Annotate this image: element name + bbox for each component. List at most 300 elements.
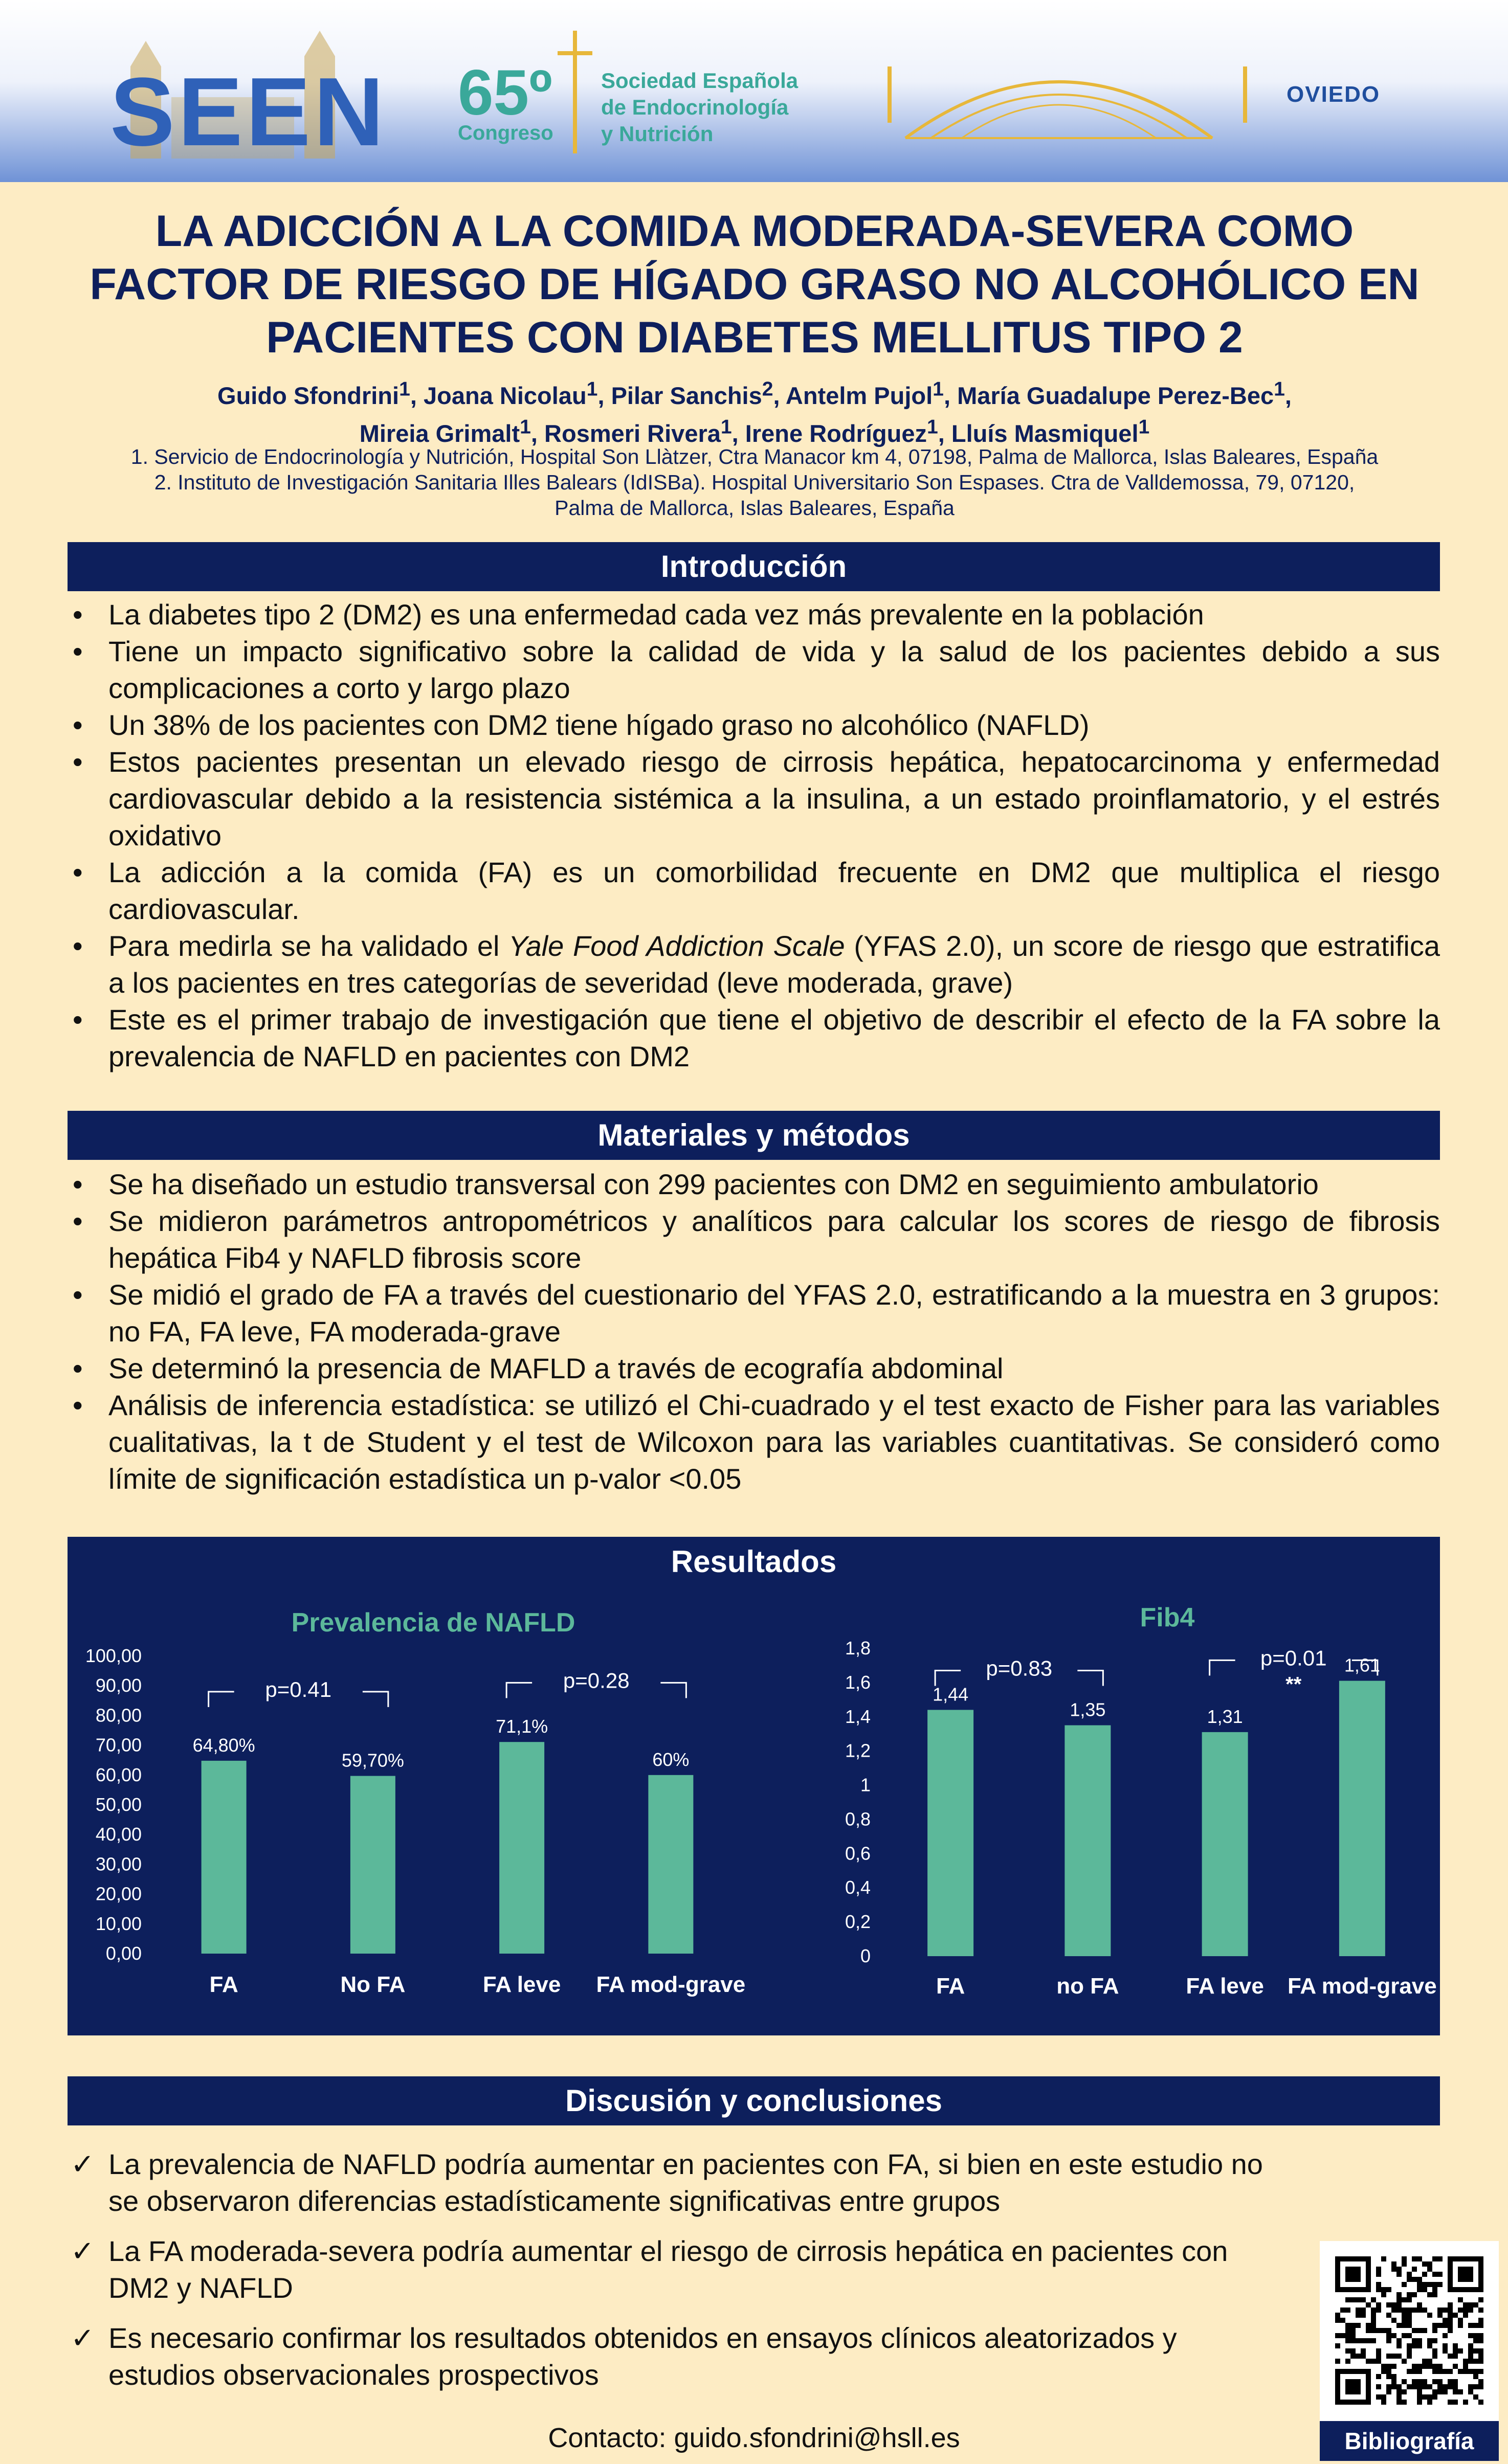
list-item: • La adicción a la comida (FA) es un comorbilidad frecuente en DM2 que multiplica el riesgo cardiovascular. bbox=[68, 854, 1440, 928]
qr-module bbox=[1381, 2364, 1386, 2369]
y-tick-label: 20,00 bbox=[95, 1883, 142, 1905]
congress-logo bbox=[458, 31, 816, 153]
qr-module bbox=[1417, 2256, 1422, 2261]
qr-module bbox=[1443, 2389, 1448, 2394]
qr-module bbox=[1463, 2308, 1468, 2313]
qr-module bbox=[1361, 2354, 1366, 2359]
qr-module bbox=[1386, 2313, 1391, 2318]
qr-module bbox=[1402, 2282, 1407, 2287]
qr-module bbox=[1396, 2394, 1402, 2400]
qr-module bbox=[1422, 2394, 1427, 2400]
qr-module bbox=[1427, 2364, 1432, 2369]
qr-module bbox=[1468, 2343, 1473, 2348]
y-tick-label: 0,6 bbox=[845, 1843, 871, 1864]
list-item: • Para medirla se ha validado el Yale Food Addiction Scale (YFAS 2.0), un score de riesgo que estratifica a los pacientes en tres categorías de severidad (leve moderada, grave) bbox=[68, 928, 1440, 1001]
qr-module bbox=[1427, 2400, 1432, 2405]
qr-module bbox=[1376, 2354, 1381, 2359]
y-tick-label: 1,6 bbox=[845, 1671, 871, 1693]
qr-module bbox=[1361, 2338, 1366, 2343]
bar bbox=[1202, 1732, 1248, 1956]
qr-module bbox=[1407, 2308, 1412, 2313]
qr-module bbox=[1473, 2302, 1478, 2308]
qr-module bbox=[1386, 2374, 1391, 2379]
bar-value-label: 1,44 bbox=[933, 1684, 969, 1705]
category-label: FA bbox=[936, 1974, 965, 1999]
qr-module bbox=[1437, 2379, 1443, 2384]
qr-module bbox=[1432, 2394, 1437, 2400]
qr-module bbox=[1453, 2400, 1458, 2405]
qr-module bbox=[1437, 2272, 1443, 2277]
qr-module bbox=[1417, 2364, 1422, 2369]
qr-module bbox=[1422, 2364, 1427, 2369]
qr-module bbox=[1468, 2302, 1473, 2308]
qr-module bbox=[1458, 2348, 1463, 2354]
qr-module bbox=[1448, 2313, 1453, 2318]
qr-module bbox=[1417, 2369, 1422, 2374]
qr-module bbox=[1335, 2343, 1340, 2348]
qr-module bbox=[1402, 2318, 1407, 2323]
qr-module bbox=[1376, 2384, 1381, 2389]
y-tick-label: 0 bbox=[860, 1945, 871, 1966]
qr-module bbox=[1335, 2359, 1340, 2364]
qr-module bbox=[1412, 2256, 1417, 2261]
header-banner bbox=[0, 0, 1508, 182]
qr-module bbox=[1361, 2313, 1366, 2318]
p-value-label: p=0.28 bbox=[563, 1668, 630, 1693]
qr-module bbox=[1417, 2328, 1422, 2333]
qr-module bbox=[1381, 2400, 1386, 2405]
qr-module bbox=[1432, 2323, 1437, 2328]
qr-module bbox=[1458, 2267, 1473, 2282]
contact-email[interactable]: Contacto: guido.sfondrini@hsll.es bbox=[548, 2423, 960, 2453]
qr-module bbox=[1356, 2313, 1361, 2318]
oviedo-arch-icon bbox=[900, 46, 1217, 143]
qr-module bbox=[1422, 2308, 1427, 2313]
y-tick-label: 80,00 bbox=[95, 1705, 142, 1726]
qr-module bbox=[1432, 2287, 1437, 2292]
qr-module bbox=[1381, 2292, 1386, 2297]
p-value-label: p=0.01 bbox=[1260, 1646, 1327, 1670]
y-tick-label: 1,2 bbox=[845, 1740, 871, 1761]
intro-heading: Introducción bbox=[68, 542, 1440, 591]
author: Joana Nicolau$^1$, bbox=[424, 378, 611, 409]
bar-value-label: 60% bbox=[652, 1749, 690, 1770]
poster-title: LA ADICCIÓN A LA COMIDA MODERADA-SEVERA COMO FACTOR DE RIESGO DE HÍGADO GRASO NO ALCOHÓLICO EN PACIENTES CON DIABETES MELLITUS TIPO 2 bbox=[90, 207, 1420, 362]
qr-module bbox=[1448, 2328, 1453, 2333]
qr-module bbox=[1422, 2282, 1427, 2287]
bar-value-label: 64,80% bbox=[192, 1734, 255, 1756]
qr-module bbox=[1427, 2384, 1432, 2389]
qr-module bbox=[1463, 2400, 1468, 2405]
qr-module bbox=[1391, 2333, 1396, 2338]
qr-module bbox=[1391, 2379, 1396, 2384]
qr-module bbox=[1371, 2328, 1376, 2333]
qr-module bbox=[1422, 2359, 1427, 2364]
qr-module bbox=[1407, 2343, 1412, 2348]
qr-module bbox=[1407, 2277, 1412, 2282]
qr-module bbox=[1345, 2379, 1361, 2394]
qr-module bbox=[1463, 2369, 1468, 2374]
qr-module bbox=[1417, 2282, 1422, 2287]
qr-module bbox=[1448, 2323, 1453, 2328]
qr-module bbox=[1443, 2343, 1448, 2348]
qr-module bbox=[1345, 2348, 1350, 2354]
qr-module bbox=[1350, 2297, 1356, 2302]
qr-module bbox=[1402, 2333, 1407, 2338]
qr-module bbox=[1458, 2389, 1463, 2394]
qr-module bbox=[1417, 2308, 1422, 2313]
city-label: OVIEDO bbox=[1287, 82, 1381, 107]
author: Antelm Pujol$^1$, bbox=[785, 378, 958, 409]
qr-module bbox=[1366, 2328, 1371, 2333]
qr-module bbox=[1376, 2328, 1381, 2333]
qr-module bbox=[1376, 2394, 1381, 2400]
qr-module bbox=[1361, 2308, 1366, 2313]
list-item: • Análisis de inferencia estadística: se utilizó el Chi-cuadrado y el test exacto de Fisher para las variables cualitativas, la t de Student y el test de Wilcoxon para las variables cuantitativas. Se consideró como límite de significación estadística un p-valor <0.05 bbox=[68, 1387, 1440, 1497]
bibliography-button[interactable]: Bibliografía bbox=[1320, 2421, 1499, 2461]
seen-logo-text: SEEN bbox=[110, 58, 387, 166]
qr-module bbox=[1386, 2287, 1391, 2292]
qr-module bbox=[1463, 2313, 1468, 2318]
list-item: ✓ La FA moderada-severa podría aumentar el riesgo de cirrosis hepática en pacientes con DM2 y NAFLD bbox=[68, 2233, 1290, 2306]
bar-value-label: 71,1% bbox=[496, 1716, 548, 1737]
qr-module bbox=[1386, 2389, 1391, 2394]
list-item: ✓ Es necesario confirmar los resultados obtenidos en ensayos clínicos aleatorizados y estudios observacionales prospectivos bbox=[68, 2320, 1290, 2393]
bar bbox=[350, 1776, 395, 1954]
qr-module bbox=[1412, 2292, 1417, 2297]
qr-module bbox=[1463, 2302, 1468, 2308]
qr-module bbox=[1468, 2348, 1473, 2354]
fib4-chart bbox=[748, 1537, 1440, 2035]
qr-module bbox=[1396, 2292, 1402, 2297]
qr-module bbox=[1422, 2379, 1427, 2384]
qr-module bbox=[1396, 2272, 1402, 2277]
qr-module bbox=[1448, 2384, 1453, 2389]
author: Pilar Sanchis$^2$, bbox=[611, 378, 786, 409]
methods-list bbox=[68, 1166, 1440, 1497]
qr-module bbox=[1391, 2302, 1396, 2308]
y-tick-label: 60,00 bbox=[95, 1764, 142, 1785]
logo-cross bbox=[558, 51, 592, 55]
qr-module bbox=[1371, 2323, 1376, 2328]
logo-divider bbox=[573, 31, 577, 153]
qr-module bbox=[1478, 2348, 1483, 2354]
p-value-label: p=0.41 bbox=[265, 1677, 332, 1701]
qr-module bbox=[1402, 2389, 1407, 2394]
qr-module bbox=[1391, 2384, 1396, 2389]
qr-module bbox=[1453, 2348, 1458, 2354]
qr-module bbox=[1376, 2287, 1381, 2292]
qr-module bbox=[1396, 2267, 1402, 2272]
list-item: • Se ha diseñado un estudio transversal con 299 pacientes con DM2 en seguimiento ambulatorio bbox=[68, 1166, 1440, 1203]
qr-module bbox=[1412, 2343, 1417, 2348]
qr-module bbox=[1386, 2328, 1391, 2333]
qr-module bbox=[1412, 2277, 1417, 2282]
category-label: No FA bbox=[340, 1972, 406, 1997]
qr-module bbox=[1432, 2379, 1437, 2384]
bar bbox=[1339, 1681, 1385, 1956]
qr-module bbox=[1458, 2318, 1463, 2323]
bar-value-label: 1,35 bbox=[1070, 1699, 1106, 1720]
qr-module bbox=[1422, 2272, 1427, 2277]
qr-module bbox=[1407, 2292, 1412, 2297]
qr-module bbox=[1432, 2282, 1437, 2287]
qr-module bbox=[1422, 2328, 1427, 2333]
qr-module bbox=[1473, 2384, 1478, 2389]
qr-module bbox=[1407, 2272, 1412, 2277]
qr-module bbox=[1391, 2318, 1396, 2323]
qr-module bbox=[1463, 2359, 1468, 2364]
p-value-label: p=0.83 bbox=[986, 1656, 1053, 1681]
qr-module bbox=[1412, 2364, 1417, 2369]
y-tick-label: 40,00 bbox=[95, 1824, 142, 1845]
qr-module bbox=[1407, 2369, 1412, 2374]
qr-module bbox=[1473, 2374, 1478, 2379]
qr-module bbox=[1381, 2394, 1386, 2400]
qr-module bbox=[1478, 2400, 1483, 2405]
qr-module bbox=[1345, 2267, 1361, 2282]
society-name: Sociedad Española de Endocrinología y Nutrición bbox=[601, 69, 799, 146]
qr-module bbox=[1427, 2359, 1432, 2364]
qr-module bbox=[1335, 2313, 1340, 2318]
qr-module bbox=[1350, 2354, 1356, 2359]
qr-module bbox=[1432, 2354, 1437, 2359]
qr-module bbox=[1478, 2379, 1483, 2384]
qr-module bbox=[1417, 2379, 1422, 2384]
qr-module bbox=[1376, 2374, 1381, 2379]
qr-module bbox=[1422, 2287, 1427, 2292]
qr-module bbox=[1386, 2338, 1391, 2343]
y-tick-label: 50,00 bbox=[95, 1794, 142, 1815]
qr-module bbox=[1448, 2354, 1453, 2359]
discussion-list bbox=[68, 2146, 1290, 2393]
qr-module bbox=[1453, 2384, 1458, 2389]
qr-module bbox=[1448, 2302, 1453, 2308]
qr-module bbox=[1448, 2379, 1453, 2384]
results-panel bbox=[68, 1537, 1440, 2035]
qr-module bbox=[1443, 2333, 1448, 2338]
qr-module bbox=[1345, 2323, 1350, 2328]
qr-module bbox=[1478, 2384, 1483, 2389]
qr-module bbox=[1453, 2354, 1458, 2359]
qr-module bbox=[1417, 2277, 1422, 2282]
qr-module bbox=[1468, 2354, 1473, 2359]
qr-module bbox=[1412, 2379, 1417, 2384]
qr-module bbox=[1371, 2338, 1376, 2343]
y-tick-label: 0,00 bbox=[105, 1943, 142, 1964]
bar bbox=[1065, 1726, 1111, 1957]
qr-module bbox=[1427, 2313, 1432, 2318]
qr-module bbox=[1458, 2297, 1463, 2302]
qr-module bbox=[1443, 2308, 1448, 2313]
discussion-heading: Discusión y conclusiones bbox=[68, 2076, 1440, 2125]
qr-module bbox=[1437, 2384, 1443, 2389]
list-item: • Se midió el grado de FA a través del cuestionario del YFAS 2.0, estratificando a la muestra en 3 grupos: no FA, FA leve, FA moderada-grave bbox=[68, 1276, 1440, 1350]
qr-module bbox=[1473, 2348, 1478, 2354]
qr-module bbox=[1432, 2389, 1437, 2394]
qr-module bbox=[1478, 2338, 1483, 2343]
qr-module bbox=[1386, 2354, 1391, 2359]
category-label: FA leve bbox=[482, 1972, 561, 1997]
qr-module bbox=[1396, 2354, 1402, 2359]
qr-module bbox=[1427, 2267, 1432, 2272]
qr-module bbox=[1366, 2359, 1371, 2364]
qr-module bbox=[1391, 2354, 1396, 2359]
qr-module bbox=[1376, 2359, 1381, 2364]
y-tick-label: 10,00 bbox=[95, 1913, 142, 1934]
qr-module bbox=[1468, 2308, 1473, 2313]
qr-module bbox=[1453, 2379, 1458, 2384]
y-tick-label: 30,00 bbox=[95, 1853, 142, 1875]
affiliations bbox=[72, 444, 1437, 521]
qr-module bbox=[1407, 2354, 1412, 2359]
qr-module bbox=[1391, 2261, 1396, 2267]
qr-module bbox=[1412, 2267, 1417, 2272]
qr-module bbox=[1407, 2323, 1412, 2328]
qr-module bbox=[1402, 2400, 1407, 2405]
qr-module bbox=[1473, 2369, 1478, 2374]
qr-module bbox=[1448, 2318, 1453, 2323]
category-label: no FA bbox=[1056, 1974, 1119, 1999]
qr-module bbox=[1432, 2369, 1437, 2374]
congress-number: 65º bbox=[458, 57, 552, 128]
qr-module bbox=[1412, 2369, 1417, 2374]
qr-module bbox=[1443, 2323, 1448, 2328]
qr-module bbox=[1443, 2369, 1448, 2374]
qr-module bbox=[1402, 2379, 1407, 2384]
qr-module bbox=[1396, 2308, 1402, 2313]
qr-module bbox=[1381, 2369, 1386, 2374]
significance-star: ** bbox=[1285, 1673, 1302, 1696]
y-tick-label: 100,00 bbox=[85, 1645, 142, 1666]
qr-module bbox=[1417, 2384, 1422, 2389]
qr-module bbox=[1402, 2359, 1407, 2364]
qr-module bbox=[1468, 2333, 1473, 2338]
affiliation-line: 2. Instituto de Investigación Sanitaria Illes Balears (IdISBa). Hospital Universitario Son Espases. Ctra de Valldemossa, 79, 07120, bbox=[154, 471, 1355, 494]
qr-module bbox=[1417, 2389, 1422, 2394]
qr-module bbox=[1412, 2308, 1417, 2313]
qr-module bbox=[1391, 2374, 1396, 2379]
qr-module bbox=[1478, 2318, 1483, 2323]
qr-module bbox=[1396, 2323, 1402, 2328]
qr-module bbox=[1396, 2343, 1402, 2348]
qr-module bbox=[1345, 2338, 1350, 2343]
qr-module bbox=[1473, 2394, 1478, 2400]
nafld-prevalence-chart bbox=[68, 1537, 748, 2035]
y-tick-label: 90,00 bbox=[95, 1675, 142, 1696]
qr-module bbox=[1468, 2384, 1473, 2389]
qr-module bbox=[1448, 2369, 1453, 2374]
qr-code-icon bbox=[1320, 2241, 1499, 2421]
qr-module bbox=[1366, 2338, 1371, 2343]
qr-module bbox=[1427, 2292, 1432, 2297]
qr-module bbox=[1356, 2338, 1361, 2343]
qr-module bbox=[1437, 2282, 1443, 2287]
affiliation-line: Palma de Mallorca, Islas Baleares, España bbox=[555, 496, 955, 520]
qr-module bbox=[1345, 2333, 1350, 2338]
qr-module bbox=[1468, 2369, 1473, 2374]
qr-module bbox=[1412, 2384, 1417, 2389]
y-tick-label: 0,8 bbox=[845, 1808, 871, 1830]
qr-module bbox=[1366, 2302, 1371, 2308]
qr-module bbox=[1437, 2256, 1443, 2261]
category-label: FA bbox=[209, 1972, 238, 1997]
qr-module bbox=[1468, 2323, 1473, 2328]
qr-module bbox=[1417, 2287, 1422, 2292]
author: Irene Rodríguez$^1$, bbox=[745, 416, 951, 447]
qr-code[interactable] bbox=[1320, 2241, 1499, 2421]
author: Guido Sfondrini$^1$, bbox=[217, 378, 424, 409]
qr-module bbox=[1473, 2338, 1478, 2343]
qr-module bbox=[1335, 2318, 1340, 2323]
qr-module bbox=[1437, 2313, 1443, 2318]
list-item: • Un 38% de los pacientes con DM2 tiene hígado graso no alcohólico (NAFLD) bbox=[68, 707, 1440, 744]
qr-module bbox=[1417, 2400, 1422, 2405]
qr-module bbox=[1361, 2297, 1366, 2302]
qr-module bbox=[1478, 2297, 1483, 2302]
qr-module bbox=[1453, 2343, 1458, 2348]
qr-module bbox=[1371, 2359, 1376, 2364]
qr-module bbox=[1473, 2359, 1478, 2364]
qr-module bbox=[1407, 2333, 1412, 2338]
list-item: ✓ La prevalencia de NAFLD podría aumentar en pacientes con FA, si bien en este estudio no se observaron diferencias estadísticamente significativas entre grupos bbox=[68, 2146, 1290, 2220]
qr-module bbox=[1478, 2308, 1483, 2313]
bar-value-label: 59,70% bbox=[341, 1750, 404, 1771]
y-tick-label: 1,4 bbox=[845, 1706, 871, 1727]
qr-module bbox=[1376, 2272, 1381, 2277]
qr-module bbox=[1437, 2364, 1443, 2369]
header-divider bbox=[888, 66, 892, 123]
affiliation-line: 1. Servicio de Endocrinología y Nutrición, Hospital Son Llàtzer, Ctra Manacor km 4, 07198, Palma de Mallorca, Islas Baleares, España bbox=[130, 445, 1379, 468]
qr-module bbox=[1417, 2302, 1422, 2308]
qr-module bbox=[1437, 2308, 1443, 2313]
qr-module bbox=[1402, 2256, 1407, 2261]
qr-module bbox=[1432, 2328, 1437, 2333]
list-item: • Se midieron parámetros antropométricos y analíticos para calcular los scores de riesgo de fibrosis hepática Fib4 y NAFLD fibrosis score bbox=[68, 1203, 1440, 1276]
qr-module bbox=[1386, 2364, 1391, 2369]
qr-module bbox=[1478, 2323, 1483, 2328]
qr-module bbox=[1356, 2323, 1361, 2328]
qr-module bbox=[1417, 2338, 1422, 2343]
qr-module bbox=[1386, 2302, 1391, 2308]
qr-module bbox=[1437, 2323, 1443, 2328]
qr-module bbox=[1340, 2318, 1345, 2323]
qr-module bbox=[1356, 2297, 1361, 2302]
list-item: • Tiene un impacto significativo sobre la calidad de vida y la salud de los pacientes debido a sus complicaciones a corto y largo plazo bbox=[68, 633, 1440, 707]
qr-module bbox=[1396, 2297, 1402, 2302]
qr-module bbox=[1340, 2333, 1345, 2338]
author-list bbox=[72, 373, 1437, 450]
qr-module bbox=[1453, 2313, 1458, 2318]
bar bbox=[499, 1742, 544, 1954]
qr-module bbox=[1427, 2338, 1432, 2343]
author: Rosmeri Rivera$^1$, bbox=[544, 416, 745, 447]
bar-value-label: 1,31 bbox=[1207, 1706, 1243, 1727]
qr-module bbox=[1396, 2302, 1402, 2308]
category-label: FA mod-grave bbox=[1287, 1974, 1437, 1999]
list-item: • Se determinó la presencia de MAFLD a través de ecografía abdominal bbox=[68, 1350, 1440, 1387]
list-item: • La diabetes tipo 2 (DM2) es una enfermedad cada vez más prevalente en la población bbox=[68, 596, 1440, 633]
qr-module bbox=[1356, 2308, 1361, 2313]
congress-word: Congreso bbox=[458, 122, 553, 144]
qr-module bbox=[1453, 2364, 1458, 2369]
qr-module bbox=[1340, 2308, 1345, 2313]
qr-module bbox=[1417, 2394, 1422, 2400]
list-item: • Este es el primer trabajo de investigación que tiene el objetivo de describir el efecto de la FA sobre la prevalencia de NAFLD en pacientes con DM2 bbox=[68, 1001, 1440, 1075]
qr-module bbox=[1356, 2354, 1361, 2359]
qr-module bbox=[1468, 2359, 1473, 2364]
qr-module bbox=[1371, 2308, 1376, 2313]
